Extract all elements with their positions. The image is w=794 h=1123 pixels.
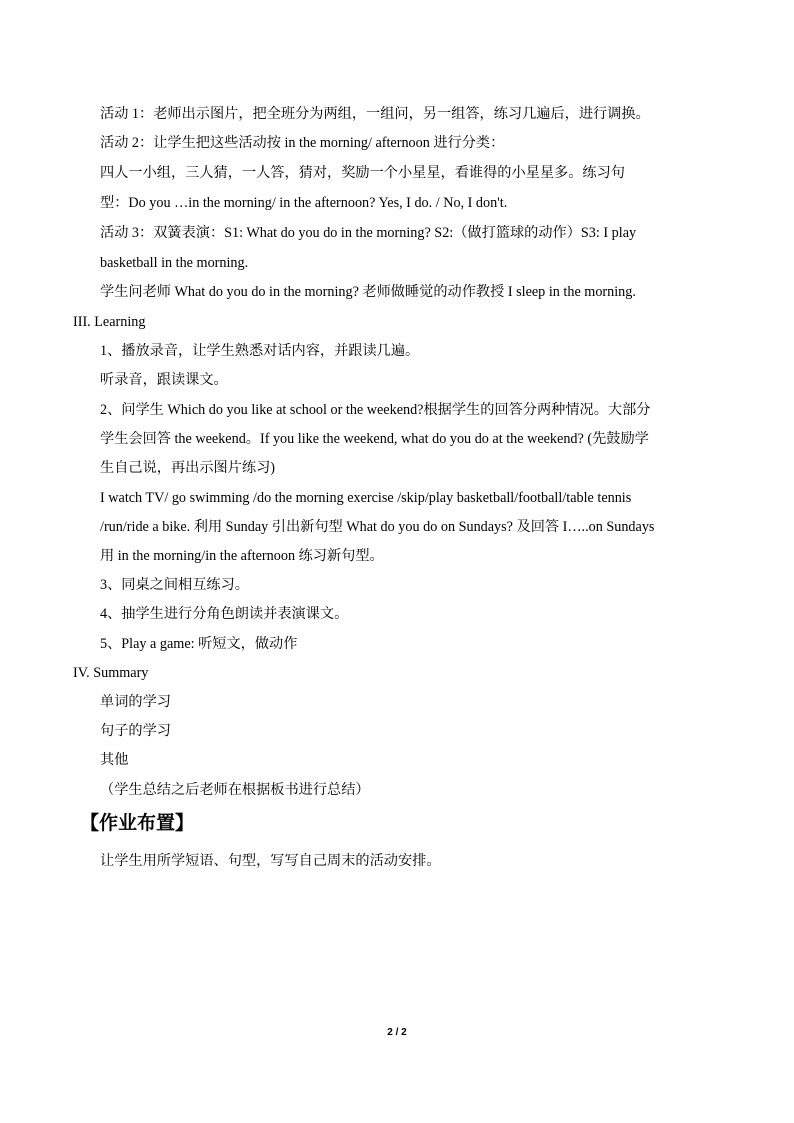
summary-heading: IV. Summary: [73, 665, 149, 681]
homework-title: 【作业布置】: [80, 812, 195, 834]
practice-pattern-line: 用 in the morning/in the afternoon 练习新句型。: [100, 548, 384, 564]
activity-3-line: 活动 3：双簧表演：S1: What do you do in the morning? S2:（做打篮球的动作）S3: I play: [100, 225, 637, 241]
homework-text: 让学生用所学短语、句型，写写自己周末的活动安排。: [100, 853, 441, 869]
learning-heading: III. Learning: [73, 314, 146, 330]
learning-step-3-line: 3、同桌之间相互练习。: [100, 577, 249, 593]
sentence-pattern-line: 型：Do you …in the morning/ in the afternoon? Yes, I do. / No, I don't.: [100, 195, 508, 211]
learning-step-2-continuation-line: 学生会回答 the weekend。If you like the weekend, what do you do at the weekend? (先鼓励学: [100, 431, 649, 447]
activity-2-line: 活动 2：让学生把这些活动按 in the morning/ afternoon 进行分类：: [100, 135, 505, 151]
new-pattern-line: /run/ride a bike. 利用 Sunday 引出新句型 What do you do on Sundays? 及回答 I…..on Sundays: [100, 519, 655, 535]
teacher-demo-line: 学生问老师 What do you do in the morning? 老师做睡觉的动作教授 I sleep in the morning.: [100, 284, 636, 300]
learning-step-2-end-line: 生自己说，再出示图片练习): [100, 460, 275, 476]
summary-note-line: （学生总结之后老师在根据板书进行总结）: [100, 782, 370, 798]
learning-step-1-line: 1、播放录音，让学生熟悉对话内容，并跟读几遍。: [100, 343, 420, 359]
learning-step-2-line: 2、问学生 Which do you like at school or the weekend?根据学生的回答分两种情况。大部分: [100, 402, 651, 418]
page-number: 2 / 2: [387, 1027, 407, 1038]
activity-list-line: I watch TV/ go swimming /do the morning exercise /skip/play basketball/football/table tennis: [100, 490, 632, 506]
learning-step-5-line: 5、Play a game: 听短文，做动作: [100, 636, 298, 652]
activity-1-line: 活动 1：老师出示图片，把全班分为两组，一组问，另一组答，练习几遍后，进行调换。: [100, 106, 650, 122]
summary-other-line: 其他: [100, 752, 129, 768]
activity-3-continuation-line: basketball in the morning.: [100, 255, 249, 271]
group-game-line: 四人一小组，三人猜，一人答，猜对，奖励一个小星星，看谁得的小星星多。练习句: [100, 165, 625, 181]
summary-words-line: 单词的学习: [100, 694, 171, 710]
listen-read-line: 听录音，跟读课文。: [100, 372, 228, 388]
summary-sentences-line: 句子的学习: [100, 723, 171, 739]
learning-step-4-line: 4、抽学生进行分角色朗读并表演课文。: [100, 606, 349, 622]
